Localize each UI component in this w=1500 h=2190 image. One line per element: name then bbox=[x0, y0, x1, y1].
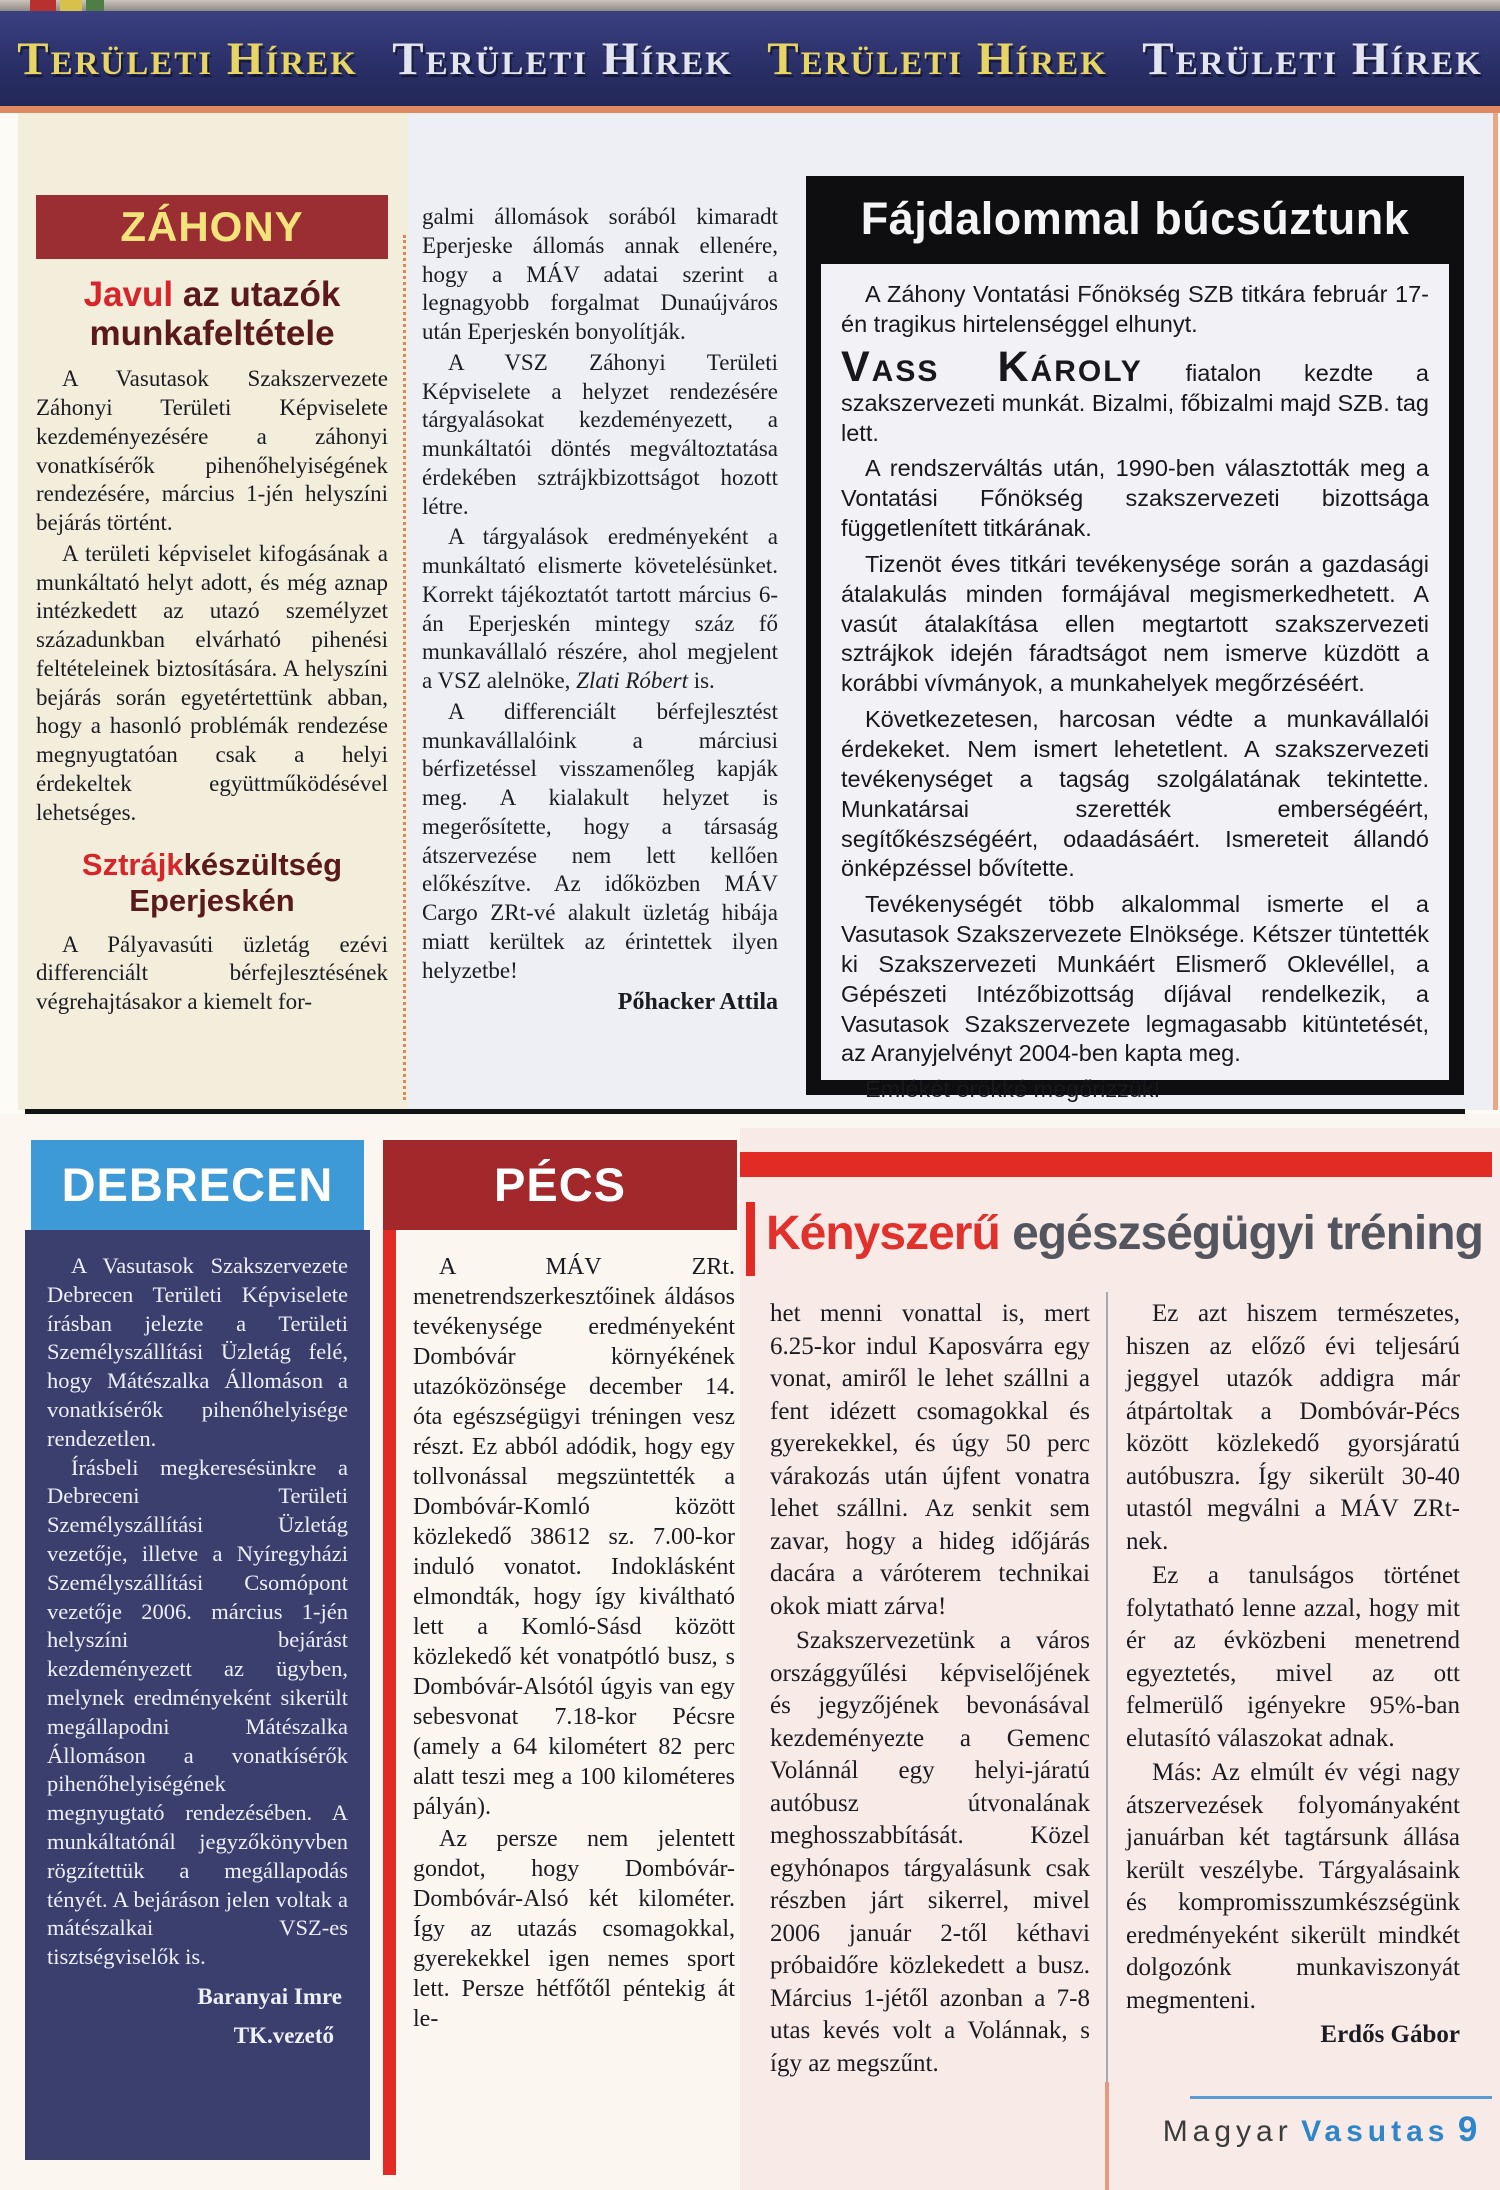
debrecen-panel bbox=[25, 1230, 370, 2160]
training-column-divider bbox=[1106, 1292, 1108, 2082]
author-signature: Erdős Gábor bbox=[1320, 2021, 1460, 2048]
body-paragraph: A Pályavasúti üzletág ezévi differenciált bérfejlesztésének végrehajtásakor a kiemelt for- bbox=[36, 931, 388, 1015]
title-lead: Javul bbox=[83, 275, 174, 314]
magazine-name: Magyar bbox=[1162, 2115, 1293, 2148]
banner-item-2: Területi Hírek bbox=[392, 32, 733, 85]
training-article-title bbox=[766, 1206, 1492, 1261]
banner-item-3: Területi Hírek bbox=[767, 32, 1108, 85]
body-paragraph: A rendszerváltás után, 1990-ben választották meg a Vontatási Főnökség szakszervezeti bizottsága függetlenített titkárának. bbox=[841, 455, 1429, 542]
author-signature: Pőhacker Attila bbox=[617, 989, 778, 1016]
pecs-accent-bar bbox=[383, 1230, 396, 2175]
body-paragraph: Szakszervezetünk a város országgyűlési képviselőjének és jegyzőjének bevonásával kezdeményezte a Gemenc Volánnál egy helyi-járatú autóbusz útvonalának meghosszabbítását. Közel egyhónapos tárgyalásunk csak részben járt sikerrel, mivel 2006 január 2-től kéthavi próbaidőre közlekedett a busz. Március 1-jétől azonban a 7-8 utas kevés volt a Volánnak, s így az megszűnt. bbox=[770, 1627, 1090, 2077]
body-paragraph: galmi állomások sorából kimaradt Eperjeske állomás annak ellenére, hogy a MÁV adatai szerint a legnagyobb forgalmat Dunaújváros után Eperjeskén bonyolítják. bbox=[422, 204, 778, 344]
obituary-box bbox=[806, 176, 1464, 1103]
body-paragraph: Tizenöt éves titkári tevékenysége során a gazdasági átalakulás minden formájával megismerkedhetett. A vasút átalakítása ellen megtartott szakszervezeti sztrájkok idején fáradtságot nem ismerve küzdött a korábbi vívmányok, a munkahelyek megőrzéséért. bbox=[841, 550, 1429, 697]
body-paragraph: A Vasutasok Szakszervezete Debrecen Területi Képviselete írásban jelezte a Területi Személyszállítási Üzletág felé, hogy Mátészalka Állomáson a vonatkísérők pihenőhelyisége rendezetlen. bbox=[47, 1253, 348, 1451]
training-title-lead: Kényszerű bbox=[766, 1207, 1000, 1260]
obituary-closing: Emlékét örökké megőrizzük! bbox=[865, 1076, 1161, 1103]
paragraph-text: is. bbox=[687, 668, 715, 693]
body-paragraph: Írásbeli megkeresésünkre a Debreceni Területi Személyszállítási Üzletág vezetője, illetve a Nyíregyházi Személyszállítási Csomópont vezetője 2006. március 1-jén helyszíni bejárást kezdeményezett az ügyben, melynek eredményeként sikerült megállapodni Mátészalka Állomáson a vonatkísérők pihenőhelyiségének megnyugtató rendezésében. A munkáltatónál jegyzőkönyvben rögzítettük a megállapodás tényét. A bejáráson jelen voltak a mátészalkai VSZ-es tisztségviselők is. bbox=[47, 1454, 348, 1970]
zahony-article-title bbox=[36, 275, 388, 353]
strike-subhead bbox=[36, 847, 388, 918]
dotted-column-divider bbox=[403, 235, 406, 1100]
training-column-left bbox=[770, 1298, 1090, 2178]
body-paragraph: A MÁV ZRt. menetrendszerkesztőinek áldásos tevékenysége eredményeként Dombóvár környékének utazóközönsége december 14. óta egészségügyi tréningen vesz részt. Ez abból adódik, hogy egy tollvonással megszüntették a Dombóvár-Komló között közlekedő 38612 sz. 7.00-kor induló vonatot. Indoklásként elmondták, hogy így kiváltható lett a Komló-Sásd között közlekedő két vonatpótló busz, s Dombóvár-Alsótól úgyis van egy sebesvonat 7.18-kor Pécsre (amely a 64 kilométert 82 perc alatt teszi meg a 100 kilométeres pályán). bbox=[413, 1254, 735, 1820]
masthead-banner bbox=[0, 11, 1500, 106]
body-paragraph: A területi képviselet kifogásának a munkáltató helyt adott, és még aznap intézkedett az utazó személyzet századunkban elvárható pihenési feltételeinek biztosítására. A helyszíni bejárás során egyetértettünk abban, hogy a hasonló problémák rendezése megnyugtatóan csak a helyi érdekeltek együttműködésével lehetséges. bbox=[36, 540, 388, 825]
pecs-article-column bbox=[413, 1252, 735, 2172]
banner-item-4: Területi Hírek bbox=[1142, 32, 1483, 85]
deceased-name: Vass Károly bbox=[841, 342, 1143, 391]
body-paragraph: Más: Az elmúlt év végi nagy átszervezések folyományaként januárban két tagtársunk állása került veszélybe. Tárgyalásaink és kompromisszumkészségünk eredményeként sikerült mindkét dolgozónk munkaviszonyát megmenteni. bbox=[1126, 1759, 1460, 2014]
training-red-rule bbox=[740, 1152, 1492, 1177]
magazine-brand: Vasutas bbox=[1301, 2115, 1450, 2148]
training-title-tick bbox=[746, 1202, 755, 1276]
obituary-name-paragraph bbox=[841, 342, 1429, 449]
zahony-article-column bbox=[36, 195, 388, 1019]
author-signature: Baranyai Imre bbox=[197, 1983, 342, 2009]
body-paragraph: Ez a tanulságos történet folytatható lenne azzal, hogy mit ér az évközbeni menetrend egyeztetés, mivel az ott felmerülő igényekre 95%-ban elutasító válaszokat adnak. bbox=[1126, 1562, 1460, 1752]
obituary-title: Fájdalommal búcsúztunk bbox=[860, 193, 1410, 244]
training-title-rest: egészségügyi tréning bbox=[999, 1207, 1483, 1260]
body-paragraph: Tevékenységét több alkalommal ismerte el a Vasutasok Szakszervezete Elnöksége. Kétszer tüntették ki Szakszervezeti Munkáért Elismerő Oklevéllel, a Gépészeti Intézőbizottság díjával rendelkezik, a Vasutasok Szakszervezete legmagasabb kitüntetését, az Aranyjelvényt 2004-ben kapta meg. bbox=[841, 891, 1429, 1067]
obituary-body bbox=[821, 264, 1449, 1103]
zahony-continuation-column bbox=[422, 203, 778, 1017]
body-paragraph: A VSZ Záhonyi Területi Képviselete a helyzet rendezésére tárgyalásokat kezdeményezett, a munkáltatói döntés megváltoztatása érdekében sztrájkbizottságot hozott létre. bbox=[422, 349, 778, 519]
body-paragraph: Az persze nem jelentett gondot, hogy Dombóvár-Dombóvár-Alsó két kilométer. Így az utazás csomagokkal, gyerekekkel igen nemes sport lett. Persze hétfőtől péntekig át le- bbox=[413, 1826, 735, 2032]
body-paragraph: A differenciált bérfejlesztést munkavállalóink a márciusi bérfizetéssel visszamenőleg kapják meg. A kialakult helyzet is megerősítette, hogy a társaság átszervezése nem lett kellően előkészítve. Az időközben MÁV Cargo ZRt-vé alakult üzletág hibája miatt kerültek az érintettek ilyen helyzetbe! bbox=[422, 698, 778, 983]
salmon-rule bbox=[0, 106, 1500, 113]
paragraph-text: A tárgyalások eredményeként a munkáltató elismerte követelésünket. Korrekt tájékoztatót tartott március 6-án Eperjeskén mintegy száz fő munkavállaló részére, ahol megjelent a VSZ alelnöke, bbox=[422, 524, 778, 693]
title-rest: az utazók munkafeltétele bbox=[89, 275, 341, 354]
page-top-edge bbox=[0, 0, 1500, 11]
person-name: Zlati Róbert bbox=[576, 668, 688, 693]
body-paragraph: Következetesen, harcosan védte a munkavállalói érdekeket. Nem ismert lehetetlent. A szakszervezeti tevékenységet a tagság szolgálatának tekintette. Munkatársai szerették emberségéért, segítőkészségéért, odaadásáért. Ismereteit állandó önképzéssel bővítette. bbox=[841, 706, 1429, 882]
subhead-line2: Eperjeskén bbox=[129, 883, 295, 919]
subhead-lead: Sztrájk bbox=[81, 847, 184, 883]
footer-rule bbox=[1190, 2096, 1492, 2099]
debrecen-header-bar: DEBRECEN bbox=[31, 1140, 364, 1230]
obituary-intro: A Záhony Vontatási Főnökség SZB titkára február 17-én tragikus hirtelenséggel elhunyt. bbox=[841, 281, 1429, 337]
section-divider-rule bbox=[25, 1109, 1465, 1114]
body-paragraph bbox=[422, 523, 778, 696]
footer-divider bbox=[1105, 2082, 1109, 2190]
page-right-edge bbox=[1493, 113, 1498, 1110]
body-paragraph: Ez azt hiszem természetes, hiszen az előző évi teljesárú jeggyel utazók addigra már átpártoltak a Dombóvár-Pécs között közlekedő gyorsjáratú autóbuszra. Így sikerült 30-40 utastól megválni a MÁV ZRt-nek. bbox=[1126, 1300, 1460, 1555]
paragraph-text: fiatalon kezdte a szakszervezeti munkát. Bizalmi, főbizalmi majd SZB. tag lett. bbox=[841, 359, 1429, 446]
author-title: TK.vezető bbox=[233, 2023, 334, 2049]
zahony-header-bar: ZÁHONY bbox=[36, 195, 388, 259]
banner-item-1: Területi Hírek bbox=[17, 32, 358, 85]
page-number: 9 bbox=[1457, 2110, 1480, 2149]
training-column-right bbox=[1126, 1298, 1460, 2178]
body-paragraph: het menni vonattal is, mert 6.25-kor indul Kaposvárra egy vonat, amiről le lehet szállni a fent idézett csomagokkal és gyerekekkel, és úgy 50 perc várakozás után újfent vonatra lehet szállni. Az senkit sem zavar, hogy a hideg időjárás dacára a váróterem technikai okok miatt zárva! bbox=[770, 1300, 1090, 1620]
subhead-rest: készültség bbox=[183, 847, 343, 883]
pecs-header-bar: PÉCS bbox=[383, 1140, 737, 1230]
body-paragraph: A Vasutasok Szakszervezete Záhonyi Területi Képviselete kezdeményezésére a záhonyi vonatkísérők pihenőhelyiségének rendezésére, március 1-jén helyszíni bejárás történt. bbox=[36, 366, 388, 536]
page-footer bbox=[1150, 2110, 1492, 2150]
